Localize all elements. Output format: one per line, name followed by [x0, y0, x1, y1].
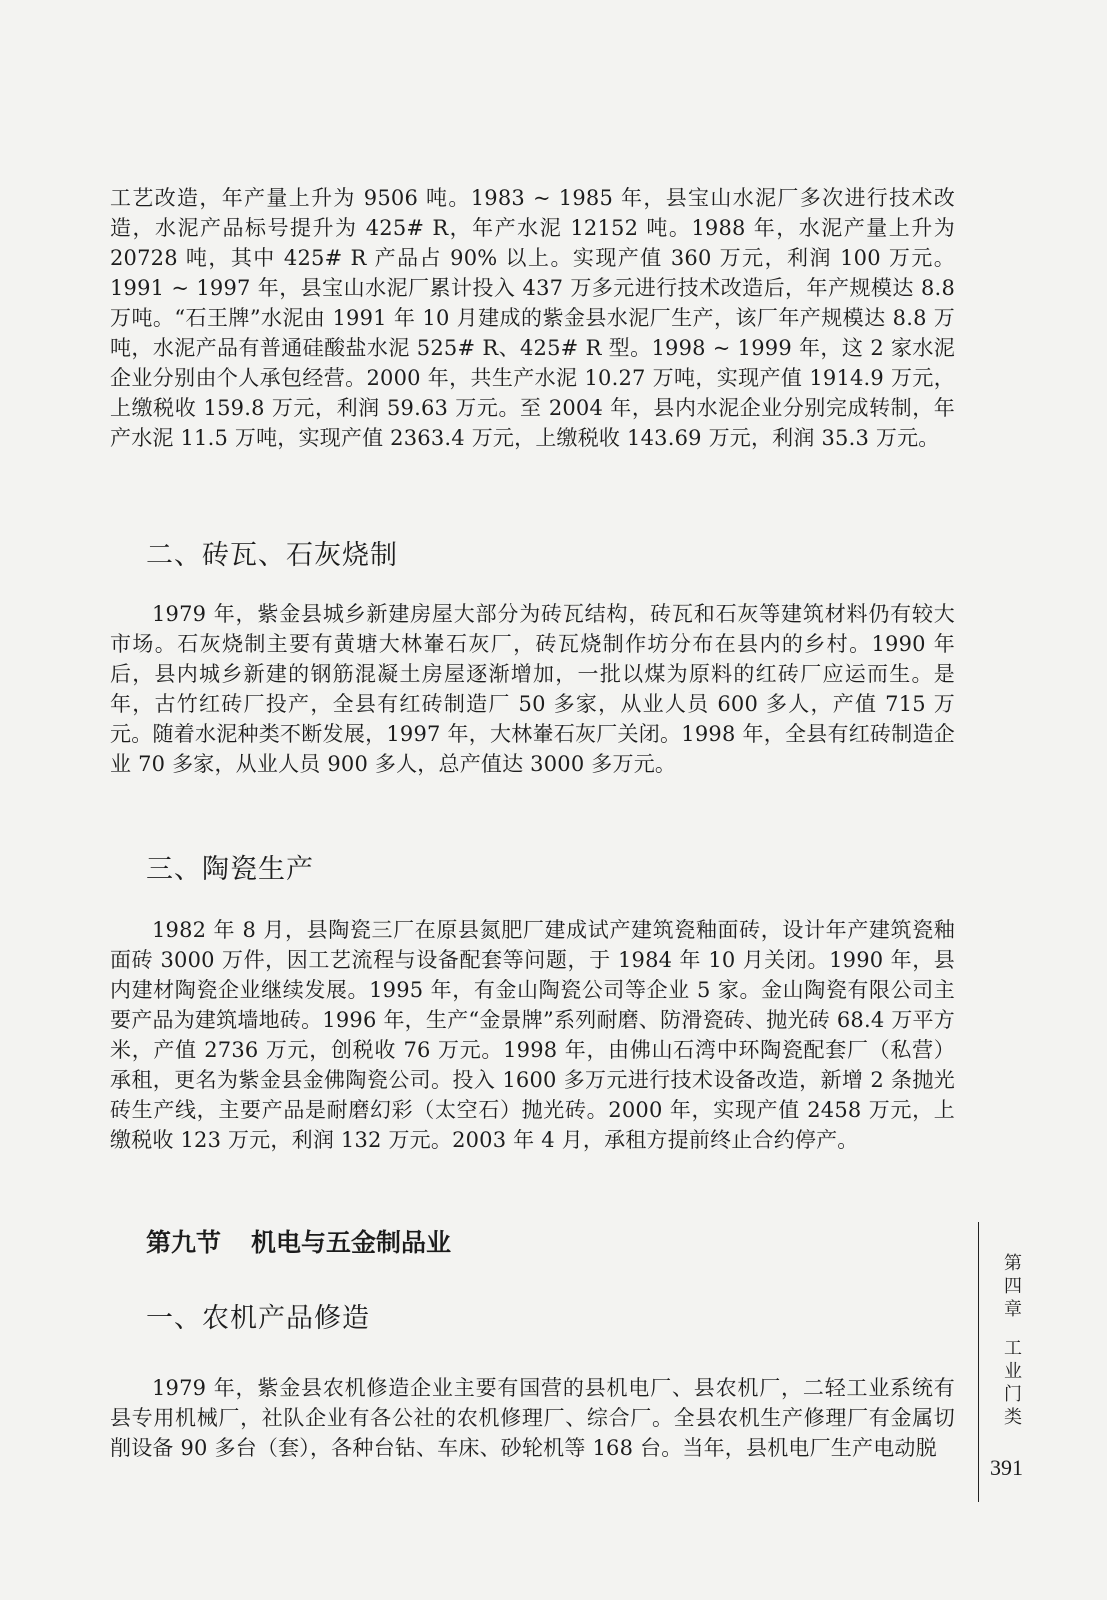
- heading-ceramics: 三、陶瓷生产: [146, 854, 314, 885]
- heading-brick-lime: 二、砖瓦、石灰烧制: [146, 540, 398, 571]
- paragraph-brick-lime: 1979 年，紫金县城乡新建房屋大部分为砖瓦结构，砖瓦和石灰等建筑材料仍有较大市场。石灰烧制主要有黄塘大林輋石灰厂，砖瓦烧制作坊分布在县内的乡村。1990 年后，县内城乡新建的钢筋混凝土房屋逐渐增加，一批以煤为原料的红砖厂应运而生。是年，古竹红砖厂投产，全县有红砖制造厂 50 多家，从业人员 600 多人，产值 715 万元。随着水泥种类不断发展，1997 年，大林輋石灰厂关闭。1998 年，全县有红砖制造企业 70 多家，从业人员 900 多人，总产值达 3000 多万元。: [110, 602, 955, 776]
- section-title: 机电与五金制品业: [251, 1228, 452, 1257]
- chapter-label: 第四章: [1004, 1253, 1022, 1320]
- heading-farm-machinery: 一、农机产品修造: [146, 1303, 370, 1334]
- section-heading: [146, 1223, 451, 1259]
- paragraph-ceramics: 1982 年 8 月，县陶瓷三厂在原县氮肥厂建成试产建筑瓷釉面砖，设计年产建筑瓷釉面砖 3000 万件，因工艺流程与设备配套等问题，于 1984 年 10 月关闭。1990 年，县内建材陶瓷企业继续发展。1995 年，有金山陶瓷公司等企业 5 家。金山陶瓷有限公司主要产品为建筑墙地砖。1996 年，生产“金景牌”系列耐磨、防滑瓷砖、抛光砖 68.4 万平方米，产值 2736 万元，创税收 76 万元。1998 年，由佛山石湾中环陶瓷配套厂（私营）承租，更名为紫金县金佛陶瓷公司。投入 1600 多万元进行技术设备改造，新增 2 条抛光砖生产线，主要产品是耐磨幻彩（太空石）抛光砖。2000 年，实现产值 2458 万元，上缴税收 123 万元，利润 132 万元。2003 年 4 月，承租方提前终止合约停产。: [110, 918, 955, 1152]
- margin-divider: [978, 1222, 979, 1502]
- category-label: 工业门类: [1004, 1338, 1022, 1428]
- section-number: 第九节: [146, 1228, 222, 1257]
- paragraph-cement: 工艺改造，年产量上升为 9506 吨。1983 ~ 1985 年，县宝山水泥厂多次进行技术改造，水泥产品标号提升为 425# R，年产水泥 12152 吨。1988 年，水泥产量上升为 20728 吨，其中 425# R 产品占 90% 以上。实现产值 360 万元，利润 100 万元。1991 ~ 1997 年，县宝山水泥厂累计投入 437 万多元进行技术改造后，年产规模达 8.8 万吨。“石王牌”水泥由 1991 年 10 月建成的紫金县水泥厂生产，该厂年产规模达 8.8 万吨，水泥产品有普通硅酸盐水泥 525# R、425# R 型。1998 ~ 1999 年，这 2 家水泥企业分别由个人承包经营。2000 年，共生产水泥 10.27 万吨，实现产值 1914.9 万元，上缴税收 159.8 万元，利润 59.63 万元。至 2004 年，县内水泥企业分别完成转制，年产水泥 11.5 万吨，实现产值 2363.4 万元，上缴税收 143.69 万元，利润 35.3 万元。: [110, 186, 955, 450]
- chapter-side-tab: [1000, 1252, 1026, 1429]
- paragraph-farm-machinery: 1979 年，紫金县农机修造企业主要有国营的县机电厂、县农机厂，二轻工业系统有县专用机械厂，社队企业有各公社的农机修理厂、综合厂。全县农机生产修理厂有金属切削设备 90 多台（套），各种台钻、车床、砂轮机等 168 台。当年，县机电厂生产电动脱: [110, 1376, 955, 1460]
- page-number: 391: [990, 1455, 1023, 1480]
